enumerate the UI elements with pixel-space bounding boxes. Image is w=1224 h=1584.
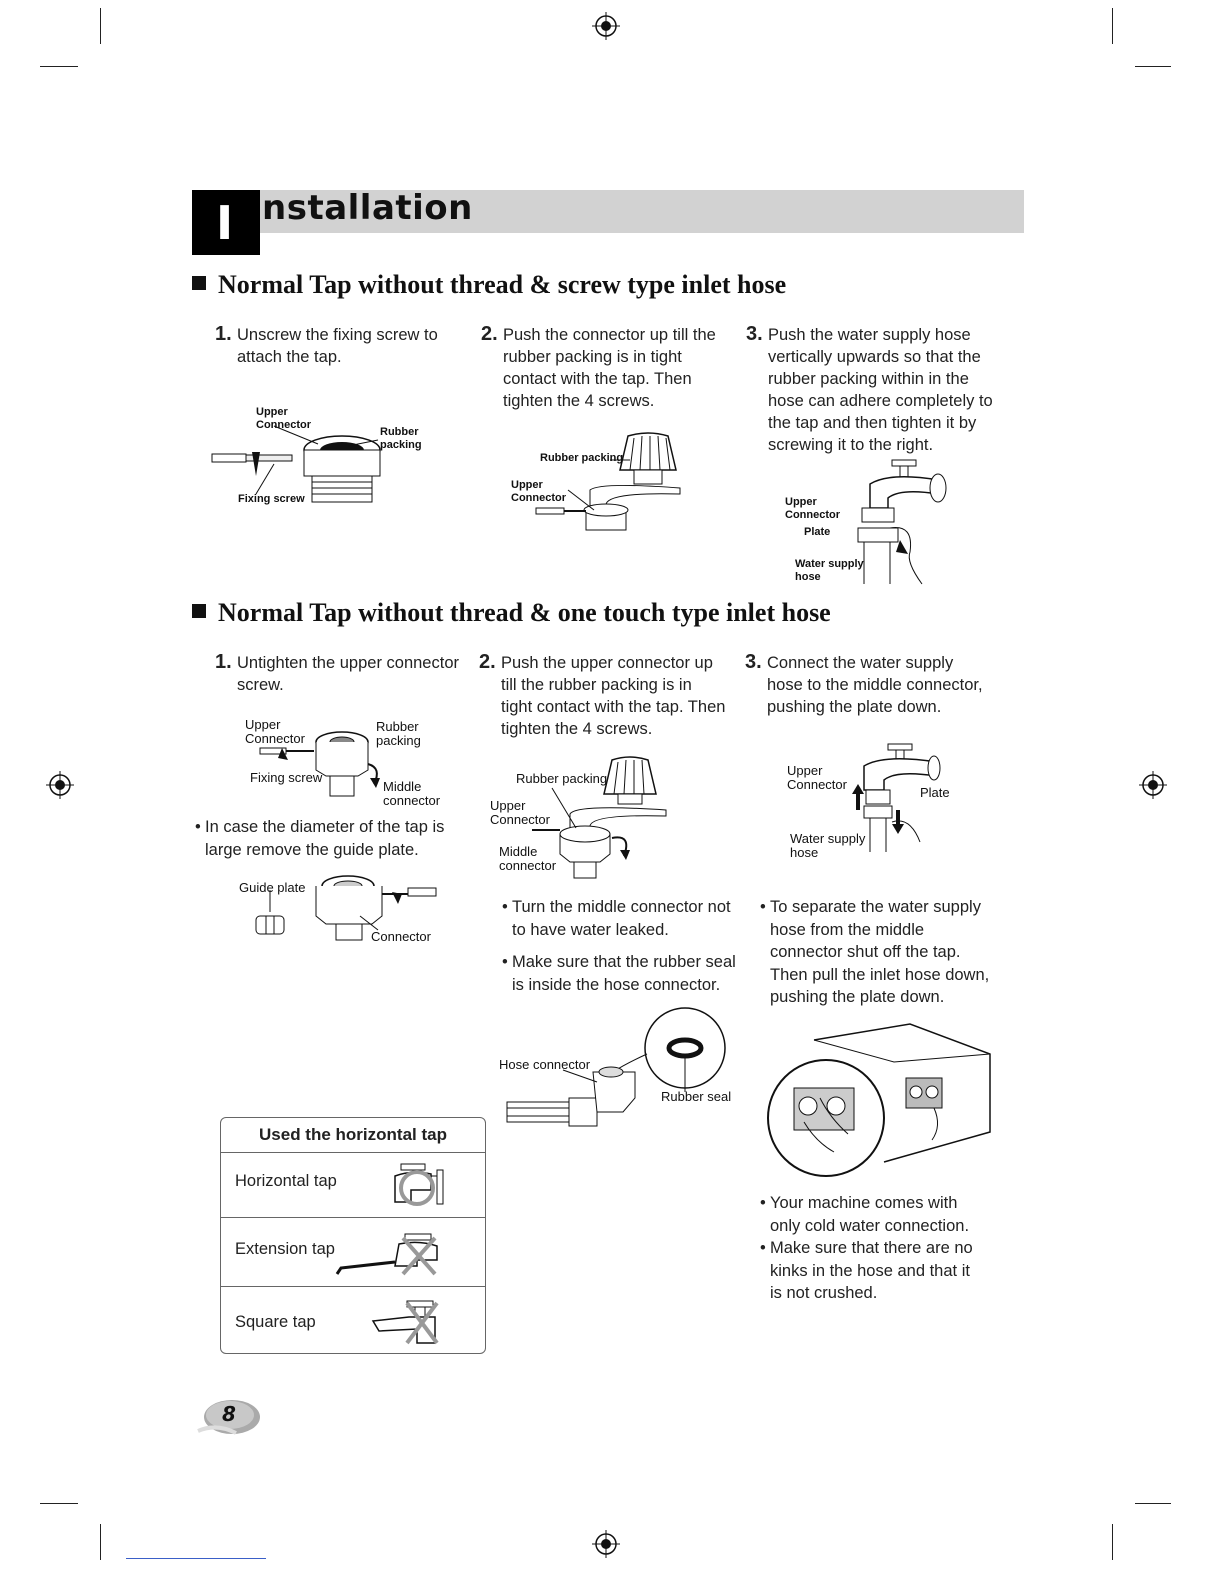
note-cold-water: • Your machine comes with only cold water connection. xyxy=(760,1194,970,1235)
label-rubber-packing: Rubber packing xyxy=(376,719,421,748)
label-fixing-screw: Fixing screw xyxy=(238,493,305,505)
label-plate: Plate xyxy=(920,785,950,800)
crop-mark xyxy=(1112,8,1113,44)
label-fixing-screw: Fixing screw xyxy=(250,770,323,785)
crop-mark xyxy=(100,8,101,44)
registration-mark-icon xyxy=(592,12,620,40)
label-connector: Connector xyxy=(371,929,431,944)
label-middle-connector: Middle connector xyxy=(499,844,557,873)
label-upper-connector: Upper Connector xyxy=(511,479,566,504)
label-guide-plate: Guide plate xyxy=(239,880,306,895)
note-separate-hose: • To separate the water supply hose from the middle connector shut off the tap. Then pull the inlet hose down, pushing the plate down. xyxy=(760,898,990,1006)
label-rubber-packing: Rubber packing xyxy=(516,771,608,786)
registration-mark-icon xyxy=(592,1530,620,1558)
crop-mark xyxy=(100,1524,101,1560)
note-rubber-seal: • Make sure that the rubber seal is inside the hose connector. xyxy=(502,953,736,994)
label-hose-connector: Hose connector xyxy=(499,1057,591,1072)
note-tap-diameter: • In case the diameter of the tap is large remove the guide plate. xyxy=(195,818,445,859)
note-middle-connector: • Turn the middle connector not to have water leaked. xyxy=(502,898,731,939)
step-2: 2. Push the connector up till the rubber packing is in tight contact with the tap. Then tighten the 4 screws. xyxy=(481,323,716,410)
label-middle-connector: Middle connector xyxy=(383,779,441,808)
step-3: 3. Push the water supply hose vertically upwards so that the rubber packing within in the hose can adhere completely to the tap and then tighten it by screwing it to the right. xyxy=(746,323,993,454)
table-row: Extension tap xyxy=(221,1218,485,1287)
label-upper-connector: Upper Connector xyxy=(490,798,550,827)
header-initial-block: I xyxy=(192,190,260,255)
label-upper-connector: Upper Connector xyxy=(256,406,311,431)
square-tap-icon xyxy=(369,1299,449,1349)
crop-mark xyxy=(1135,1503,1171,1504)
horizontal-tap-icon xyxy=(381,1162,451,1214)
page-number: 8 xyxy=(196,1397,262,1437)
tap-table-title: Used the horizontal tap xyxy=(221,1118,485,1153)
square-bullet-icon xyxy=(192,604,206,618)
label-plate: Plate xyxy=(804,526,831,538)
table-row: Horizontal tap xyxy=(221,1152,485,1218)
crop-mark xyxy=(40,1503,78,1504)
square-bullet-icon xyxy=(192,276,206,290)
label-water-supply-hose: Water supply hose xyxy=(790,831,866,860)
label-rubber-seal: Rubber seal xyxy=(661,1089,732,1104)
crop-mark xyxy=(40,66,78,67)
underline-rule xyxy=(126,1558,266,1559)
page-title: nstallation xyxy=(262,188,473,228)
registration-mark-icon xyxy=(1139,771,1167,799)
label-upper-connector: Upper Connector xyxy=(245,717,305,746)
crop-mark xyxy=(1112,1524,1113,1560)
label-rubber-packing: Rubber packing xyxy=(540,452,624,464)
tap-type-table xyxy=(220,1117,486,1354)
machine-rear-connection-illustration xyxy=(764,1022,996,1182)
section-title-one-touch-type: Normal Tap without thread & one touch type inlet hose xyxy=(192,598,831,628)
label-upper-connector: Upper Connector xyxy=(785,496,840,521)
section-title-screw-type: Normal Tap without thread & screw type inlet hose xyxy=(192,270,786,300)
label-upper-connector: Upper Connector xyxy=(787,763,847,792)
note-hose-kinks: • Make sure that there are no kinks in the hose and that it is not crushed. xyxy=(760,1239,973,1302)
crop-mark xyxy=(1135,66,1171,67)
label-water-supply-hose: Water supply hose xyxy=(795,558,864,583)
registration-mark-icon xyxy=(46,771,74,799)
table-row: Square tap xyxy=(221,1287,485,1352)
extension-tap-icon xyxy=(333,1232,443,1282)
step-1: 1. Untighten the upper connector screw. xyxy=(215,651,459,694)
step-3: 3. Connect the water supply hose to the middle connector, pushing the plate down. xyxy=(745,651,983,716)
label-rubber-packing: Rubber packing xyxy=(380,426,422,451)
step-2: 2. Push the upper connector up till the rubber packing is in tight contact with the tap. Then tighten the 4 screws. xyxy=(479,651,726,738)
step-1: 1. Unscrew the fixing screw to attach the tap. xyxy=(215,323,438,366)
